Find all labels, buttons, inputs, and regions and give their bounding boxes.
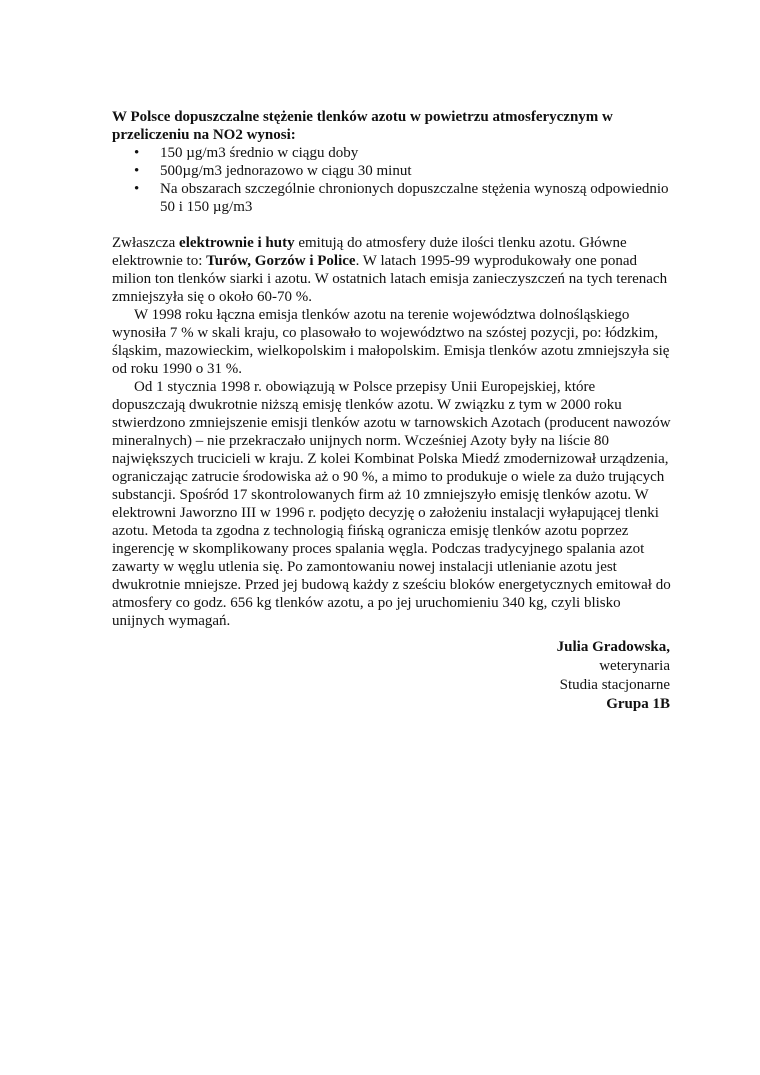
document-body	[112, 108, 672, 630]
list-item	[112, 180, 672, 216]
list-item-text: 150 µg/m3 średnio w ciągu doby	[160, 145, 359, 161]
limits-list	[112, 144, 672, 216]
list-item-text: 500µg/m3 jednorazowo w ciągu 30 minut	[160, 163, 412, 179]
signature-block	[557, 638, 670, 714]
paragraph-power-plants	[112, 234, 672, 306]
bullet-icon: •	[134, 181, 140, 197]
document-heading: W Polsce dopuszczalne stężenie tlenków azotu w powietrzu atmosferycznym w przeliczeniu na NO2 wynosi:	[112, 109, 613, 143]
paragraph-regional-emission: W 1998 roku łączna emisja tlenków azotu na terenie województwa dolnośląskiego wynosiła 7 % w skali kraju, co plasowało to województwo na szóstej pozycji, po: łódzkim, śląskim, mazowieckim, wielkopolskim i małopolskim. Emisja tlenków azotu zmniejszyła się od roku 1990 o 31 %.	[112, 307, 670, 377]
author-field: weterynaria	[599, 658, 670, 674]
emphasis-text: elektrownie i huty	[179, 235, 295, 251]
paragraph-text: . W latach 1995-99 wyprodukowały one ponad milion ton tlenków siarki i azotu. W ostatnich latach emisja zanieczyszczeń na tych terenach zmniejszyła się o około 60-70 %.	[112, 253, 668, 305]
spacer	[112, 216, 672, 234]
list-item	[112, 162, 672, 180]
paragraph-eu-regulations: Od 1 stycznia 1998 r. obowiązują w Polsce przepisy Unii Europejskiej, które dopuszczają dwukrotnie niższą emisję tlenków azotu. W związku z tym w 2000 roku stwierdzono zmniejszenie emisji tlenków azotu w tarnowskich Azotach (producent nawozów mineralnych) – nie przekraczało unijnych norm. Wcześniej Azoty były na liście 80 największych trucicieli w kraju. Z kolei Kombinat Polska Miedź zmodernizował urządzenia, ograniczając zatrucie środowiska aż o 90 %, a mimo to produkuje o wiele za dużo trujących substancji. Spośród 17 skontrolowanych firm aż 10 zmniejszyło emisję tlenków azotu. W elektrowni Jaworzno III w 1996 r. podjęto decyzję o założeniu instalacji wyłapującej tlenki azotu. Metoda ta zgodna z technologią fińską ogranicza emisję tlenków azotu poprzez ingerencję w skomplikowany proces spalania węgla. Podczas tradycyjnego spalania azot zawarty w węglu utlenia się. Po zamontowaniu nowej instalacji utlenianie azotu jest dwukrotnie mniejsze. Przed jej budową każdy z sześciu bloków energetycznych emitował do atmosfery co godz. 656 kg tlenków azotu, a po jej uruchomieniu 340 kg, czyli blisko unijnych wymagań.	[112, 379, 671, 629]
paragraph-text: emitują do atmosfery duże ilości tlenku azotu. Główne elektrownie to:	[112, 235, 627, 269]
author-group: Grupa 1B	[606, 696, 670, 712]
paragraph-text: Zwłaszcza	[112, 235, 180, 251]
list-item-text: Na obszarach szczególnie chronionych dopuszczalne stężenia wynoszą odpowiednio 50 i 150 µg/m3	[160, 181, 669, 215]
list-item	[112, 144, 672, 162]
bullet-icon: •	[134, 145, 140, 161]
author-study-mode: Studia stacjonarne	[559, 677, 670, 693]
bullet-icon: •	[134, 163, 140, 179]
emphasis-text: Turów, Gorzów i Police	[206, 253, 356, 269]
author-name: Julia Gradowska,	[556, 639, 670, 655]
